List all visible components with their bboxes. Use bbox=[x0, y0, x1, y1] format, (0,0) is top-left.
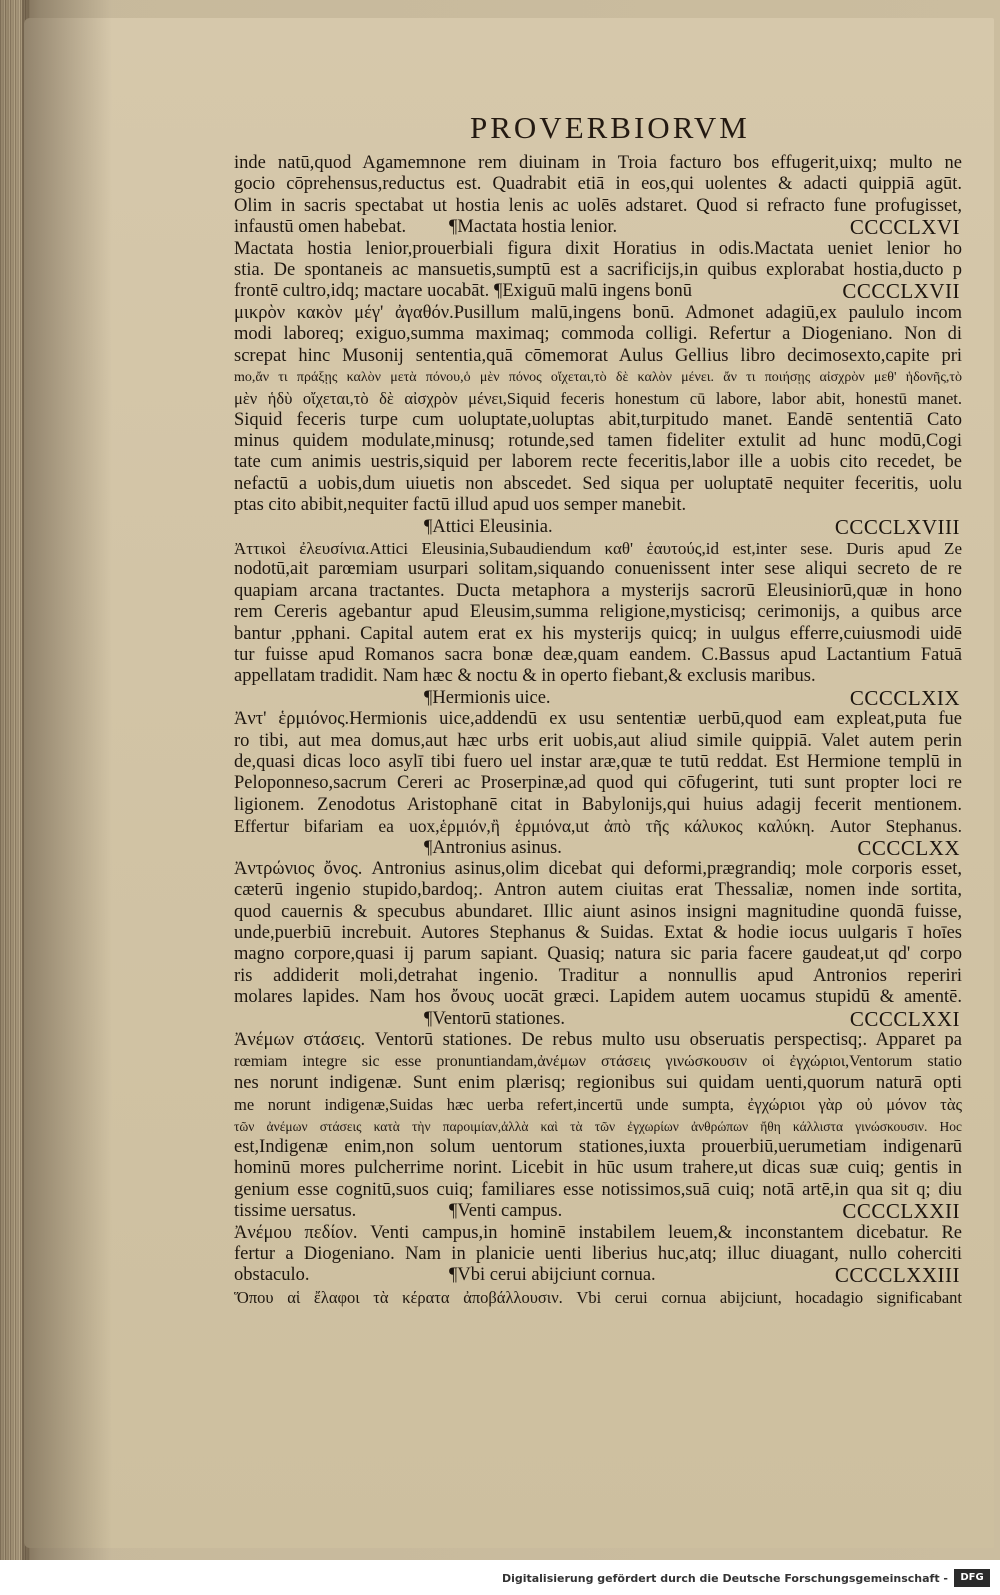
entry-numeral: CCCCLXX bbox=[857, 835, 960, 860]
text-line: Ἀντρώνιος ὄνος. Antronius asinus,olim dicebat qui deformi,prægrandiq; mole corporis esset, bbox=[234, 858, 962, 879]
entry-title: ¶Vbi cerui abijciunt cornua. bbox=[449, 1265, 656, 1286]
text-line: hominū mores pulcherrime norint. Licebit in hūc usum trahere,ut dicas suæ cuiq; gentis in bbox=[234, 1158, 962, 1179]
text-block bbox=[234, 153, 962, 1308]
text-line: est,Indigenæ enim,non solum uentorum stationes,iuxta prouerbiū,uerumetiam indigenarū bbox=[234, 1136, 962, 1157]
entry-numeral: CCCCLXVII bbox=[842, 279, 960, 304]
text-line: Ἀντ' ἑρμιόνος.Hermionis uice,addendū ex usu sententiæ uerbū,quod eam expleat,puta fue bbox=[234, 709, 962, 730]
text-line: magno corpore,quasi ij parum sapiant. Quasiq; natura sic paria facere gaudeat,ut qd' corpo bbox=[234, 944, 962, 965]
text-line: quod cauernis & specubus abundaret. Illic aiunt asinos insigni magnitudine quondā fuisse, bbox=[234, 901, 962, 922]
text-line: quapiam arcana tractantes. Ducta metaphora a mysterijs sacrorū Eleusiniorū,quæ in hono bbox=[234, 580, 962, 601]
text-line: me norunt indigenæ,Suidas hæc uerba refert,incertū unde sumpta, ἐγχώριοι γὰρ οὐ μόνον τὰς bbox=[234, 1095, 962, 1115]
text-line: gocio cōprehensus,reductus est. Quadrabit etiā in eos,qui uolentes & adacti quippiā agūt. bbox=[234, 174, 962, 195]
text-line: μικρὸν κακὸν μέγ' ἀγαθόν.Pusillum malū,ingens bonū. Admonet adagiū,ex paululo incom bbox=[234, 302, 962, 323]
entry-numeral: CCCCLXXII bbox=[842, 1199, 960, 1224]
text-line: bantur ,pphani. Capital autem erat ex his mysterijs quicq; in uulgus efferre,cuiusmodi uidē bbox=[234, 623, 962, 644]
text-line: Ἀνέμων στάσεις. Ventorū stationes. De rebus multo usu obseruatis perspectisq;. Apparet pa bbox=[234, 1030, 962, 1051]
text-line: stia. De spontaneis ac mansuetis,sumptū est a sacrificijs,in quibus explorabat hostia,ducto p bbox=[234, 259, 962, 280]
text-line: ro tibi, aut mea domus,aut hæc urbs erit uobis,aut aliud simile quippiā. Valet autem perin bbox=[234, 730, 962, 751]
text-line: frontē cultro,idq; mactare uocabāt. bbox=[234, 281, 490, 302]
entry-numeral: CCCCLXXIII bbox=[834, 1263, 960, 1288]
text-line: obstaculo. bbox=[234, 1265, 310, 1286]
text-line: nefactū a uobis,dum uiuetis non abscedet. Sed siqua per uoluptatē nequiter feceritis, uolu bbox=[234, 473, 962, 494]
entry-title: ¶Exiguū malū ingens bonū bbox=[494, 281, 692, 302]
entry-numeral: CCCCLXVI bbox=[849, 215, 960, 240]
entry-heading bbox=[234, 217, 962, 238]
text-line: Siquid feceris turpe cum uoluptate,uoluptas abit,turpitudo manet. Eandē sententiā Cato bbox=[234, 409, 962, 430]
entry-numeral: CCCCLXIX bbox=[849, 685, 960, 710]
text-line: Ἀττικοὶ ἐλευσίνια.Attici Eleusinia,Subaudiendum καθ' ἑαυτούς,id est,inter sese. Duris apud Ze bbox=[234, 539, 962, 559]
running-title: PROVERBIORVM bbox=[470, 110, 750, 145]
text-line: de,quasi dicas loco asylī tibi fuero uel instar aræ,quæ te tutū reddat. Est Hermione templū in bbox=[234, 751, 962, 772]
text-line: tur fuisse apud Romanos sacra bonæ deæ,quam eandem. C.Bassus apud Lactantium Fatuā bbox=[234, 644, 962, 665]
text-line: mo,ἄν τι πράξῃς καλὸν μετὰ πόνου,ὁ μὲν πόνος οἴχεται,τὸ δὲ καλὸν μένει. ἄν τι ποιήσῃς αἰσχρὸν μεθ' ἡδονῆς,τὸ bbox=[234, 369, 962, 385]
text-line: rœmiam integre sic esse pronuntiandam,ἀνέμων στάσεις γινώσκουσιν οἱ ἐγχώριοι,Ventorum statio bbox=[234, 1053, 962, 1071]
text-line: appellatam tradidit. Nam hæc & noctu & in operto fiebant,& exclusis maribus. bbox=[234, 666, 816, 687]
text-line: rem Cereris agebantur apud Eleusim,summa religione,mysticisq; cerimonijs, a quibus arce bbox=[234, 602, 962, 623]
text-line: minus quidem modulate,minusq; rotunde,sed tamen fideliter extulit ad hunc modū,Cogi bbox=[234, 431, 962, 452]
footer-credit: Digitalisierung gefördert durch die Deutsche Forschungsgemeinschaft - bbox=[501, 1572, 948, 1585]
entry-title: ¶Ventorū stationes. bbox=[424, 1008, 565, 1029]
entry-heading bbox=[234, 835, 962, 860]
entry-heading bbox=[234, 281, 962, 302]
entry-heading bbox=[234, 685, 962, 710]
text-line: ptas cito abibit,nequiter factū illud apud uos semper manebit. bbox=[234, 495, 687, 516]
text-line: Mactata hostia lenior,prouerbiali figura dixit Horatius in odis.Mactata ueniet lenior ho bbox=[234, 238, 962, 259]
text-line: μὲν ἡδὺ οἴχεται,τὸ δὲ αἰσχρὸν μένει,Siquid feceris honestum cū labore, labor abit, honestū manet. bbox=[234, 389, 962, 409]
text-line: genium esse cognitū,suos cuiq; familiares esse notissimos,suā cuiq; notā artē,in qua sit q; diu bbox=[234, 1179, 962, 1200]
entry-title: ¶Attici Eleusinia. bbox=[424, 516, 553, 537]
text-line: tissime uersatus. bbox=[234, 1201, 357, 1222]
text-line: tate cum animis uestris,siquid per laborem recte feceritis,labor ille a uobis cito recedet, be bbox=[234, 452, 962, 473]
text-line: Ἀνέμου πεδίον. Venti campus,in hominē instabilem leuem,& inconstantem dicebatur. Re bbox=[234, 1222, 962, 1243]
text-line: Effertur bifariam ea uox,ἑρμιόν,ἢ ἑρμιόνα,ut ἀπὸ τῆς κάλυκος καλύκη. Autor Stephanus. bbox=[234, 816, 962, 837]
entry-heading bbox=[234, 514, 962, 539]
text-line: Peloponneso,sacrum Cereri ac Proserpinæ,ad quod qui cōfugerint, tuti sunt propter loci re bbox=[234, 773, 962, 794]
text-line: fertur a Diogeniano. Nam in planicie uenti liberius huc,atq; illuc diuagant, nullo coherciti bbox=[234, 1243, 962, 1264]
gutter-shadow bbox=[22, 0, 112, 1560]
text-line: unde,puerbiū increbuit. Autores Stephanus & Suidas. Extat & hodie iocus uulgaris ī hoīes bbox=[234, 923, 962, 944]
text-line: ligionem. Zenodotus Aristophanē citat in Babylonijs,qui huius adagij fecerit mentionem. bbox=[234, 794, 962, 815]
entry-title: ¶Antronius asinus. bbox=[424, 837, 562, 858]
text-line: Olim in sacris spectabat ut hostia lenis ac uolēs adstaret. Quod si refracto fune profugisset, bbox=[234, 195, 962, 216]
dfg-logo: DFG bbox=[954, 1569, 990, 1587]
entry-numeral: CCCCLXVIII bbox=[834, 514, 960, 539]
text-line: molares lapides. Nam hos ὄνους uocāt græci. Lapidem autem uocamus stupidū & amentē. bbox=[234, 987, 962, 1008]
text-line: cæterū ingenio stupido,bardoq;. Antron autem ciuitas erat Thessaliæ, nomen inde sortita, bbox=[234, 880, 962, 901]
text-line: infaustū omen habebat. bbox=[234, 217, 407, 238]
entry-heading bbox=[234, 1201, 962, 1222]
entry-title: ¶Hermionis uice. bbox=[424, 687, 551, 708]
text-line: screpat hinc Musonij sententia,quā cōmemorat Aulus Gellius libro decimosexto,capite pri bbox=[234, 345, 962, 366]
text-line: inde natū,quod Agamemnone rem diuinam in Troia facturo bos effugerit,uixq; multo ne bbox=[234, 153, 962, 173]
text-line: τῶν ἀνέμων στάσεις κατὰ τὴν παροιμίαν,ἀλλὰ καὶ τὰ τῶν ἐγχωρίων ἀνθρώπων ἤθη κάλλιστα γινώσκουσιν. Hoc bbox=[234, 1118, 962, 1134]
text-line: nes norunt indigenæ. Sunt enim plærisq; regionibus sui quidam uenti,quorum naturā opti bbox=[234, 1072, 962, 1093]
entry-numeral: CCCCLXXI bbox=[849, 1006, 960, 1031]
text-line: Ὅπου αἱ ἔλαφοι τὰ κέρατα ἀποβάλλουσιν. Vbi cerui cornua abijciunt, hocadagio significabant bbox=[234, 1287, 962, 1307]
text-line: ris addiderit moli,detrahat ingenio. Traditur a nonnullis apud Antronios reperiri bbox=[234, 965, 962, 986]
entry-heading bbox=[234, 1006, 962, 1031]
text-line: nodotū,ait parœmiam usurpari solitam,siquando conuenissent inter sese aliqui secreto de re bbox=[234, 559, 962, 580]
entry-title: ¶Mactata hostia lenior. bbox=[449, 217, 618, 238]
text-line: modi laboreq; exiguo,summa maximaq; commoda colligi. Refertur a Diogeniano. Non di bbox=[234, 324, 962, 345]
entry-title: ¶Venti campus. bbox=[449, 1201, 563, 1222]
entry-heading bbox=[234, 1265, 962, 1286]
